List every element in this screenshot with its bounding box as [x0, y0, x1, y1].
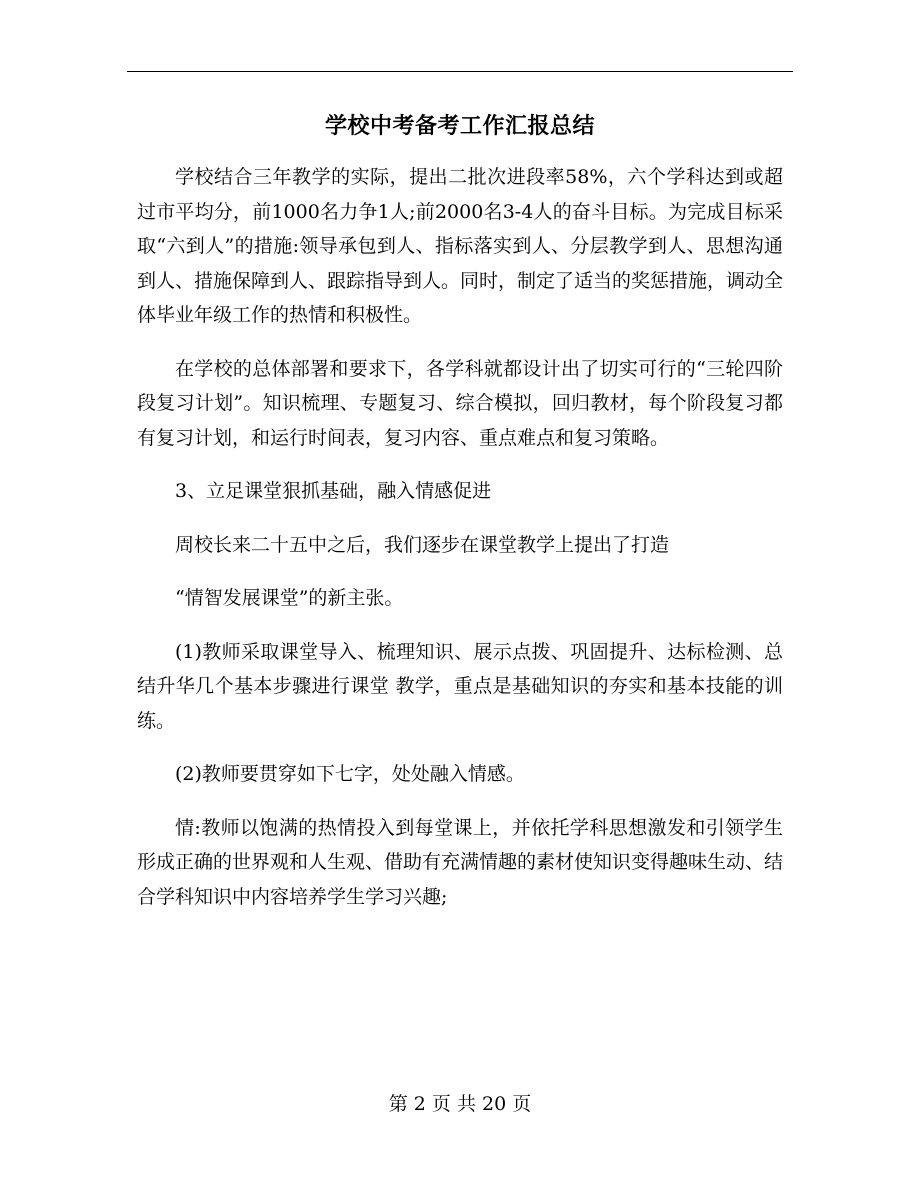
paragraph-6: (2)教师要贯穿如下七字，处处融入情感。: [175, 763, 525, 785]
paragraph-1: 学校结合三年教学的实际，提出二批次进段率58%，六个学科达到或超过市平均分，前1000名力争1人;前2000名3-4人的奋斗目标。为完成目标采取“六到人”的措施:领导承包到人、指标落实到人、分层教学到人、思想沟通到人、措施保障到人、跟踪指导到人。同时，制定了适当的奖惩措施，调动全体毕业年级工作的热情和积极性。: [137, 166, 784, 326]
paragraph-2: 在学校的总体部署和要求下，各学科就都设计出了切实可行的“三轮四阶段复习计划”。知识梳理、专题复习、综合模拟，回归教材，每个阶段复习都有复习计划，和运行时间表，复习内容、重点难点和复习策略。: [137, 357, 783, 449]
paragraph-7: 情:教师以饱满的热情投入到每堂课上，并依托学科思想激发和引领学生形成正确的世界观和人生观、借助有充满情趣的素材使知识变得趣味生动、结合学科知识中内容培养学生学习兴趣;: [137, 816, 784, 908]
header-rule: [127, 71, 793, 72]
document-title: 学校中考备考工作汇报总结: [324, 113, 595, 139]
page-number-footer: 第 2 页 共 20 页: [388, 1093, 532, 1115]
section-heading: 3、立足课堂狠抓基础，融入情感促进: [175, 480, 492, 502]
paragraph-4: “情智发展课堂”的新主张。: [175, 587, 404, 609]
paragraph-5: (1)教师采取课堂导入、梳理知识、展示点拨、巩固提升、达标检测、总结升华几个基本步骤进行课堂 教学，重点是基础知识的夯实和基本技能的训练。: [137, 640, 783, 732]
paragraph-3: 周校长来二十五中之后，我们逐步在课堂教学上提出了打造: [175, 533, 670, 556]
document-body: [137, 160, 783, 933]
